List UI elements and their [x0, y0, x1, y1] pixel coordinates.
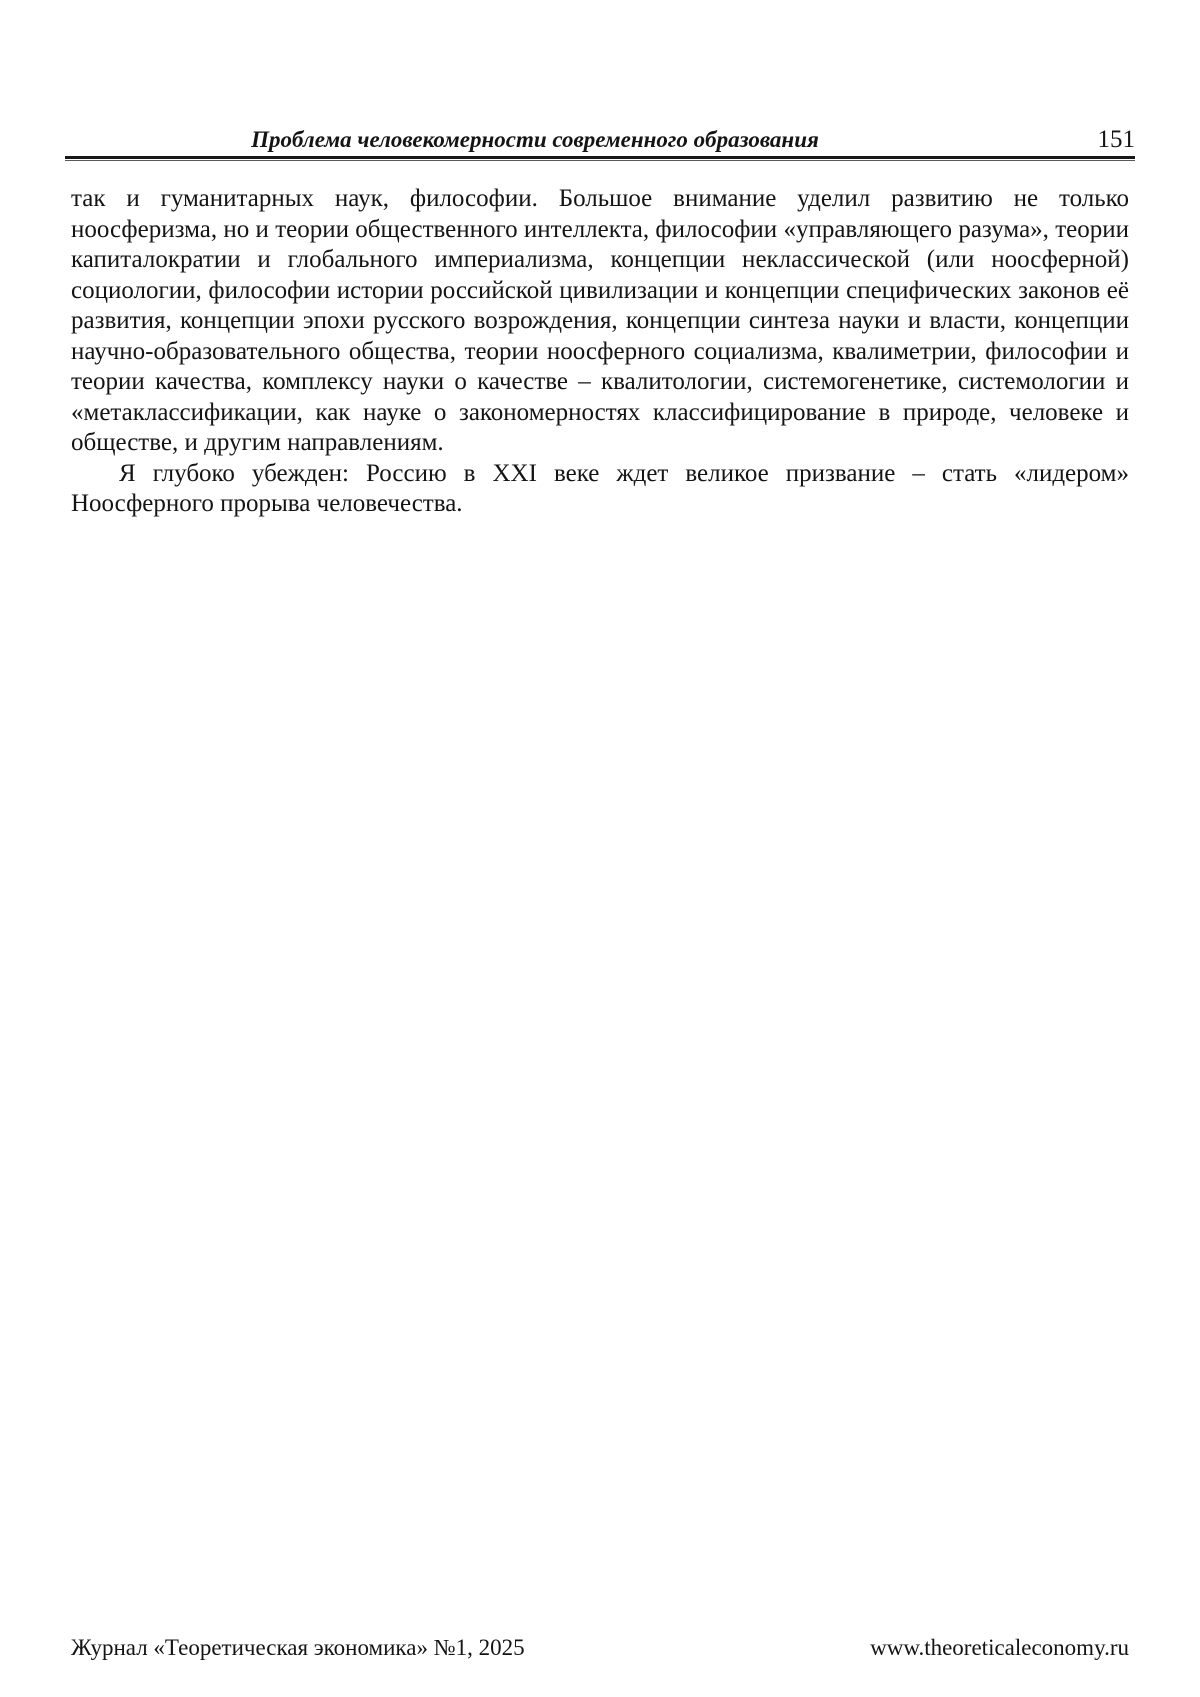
- body-paragraph-continuation: так и гуманитарных наук, философии. Большое внимание уделил развитию не только ноосферизма, но и теории общественного интеллекта, философии «управляющего разума», теории капиталократии и глобального империализма, концепции неклассической (или ноосферной) социологии, философии истории российской цивилизации и концепции специфических законов её развития, концепции эпохи русского возрождения, концепции синтеза науки и власти, концепции научно-образовательного общества, теории ноосферного социализма, квалиметрии, философии и теории качества, комплексу науки о качестве – квалитологии, системогенетике, системологии и «метаклассификации, как науке о закономерностях классифицирование в природе, человеке и обществе, и другим направлениям.: [71, 185, 1129, 456]
- header-rule-thick-line: [65, 156, 1135, 159]
- body-paragraph-conclusion: Я глубоко убежден: Россию в XXI веке ждет великое призвание – стать «лидером» Ноосферного прорыва человечества.: [71, 459, 1129, 517]
- page-number: 151: [1097, 126, 1135, 153]
- header-rule-thin-line: [65, 160, 1135, 161]
- article-body: [71, 184, 1129, 520]
- page-footer: [71, 1633, 1129, 1663]
- footer-journal-title: Журнал «Теоретическая экономика» №1, 2025: [71, 1635, 525, 1660]
- footer-website-url: www.theoreticaleconomy.ru: [870, 1635, 1129, 1660]
- running-title: Проблема человекомерности современного образования: [251, 127, 819, 152]
- header-rule: [65, 156, 1135, 162]
- page-header: [65, 126, 1135, 154]
